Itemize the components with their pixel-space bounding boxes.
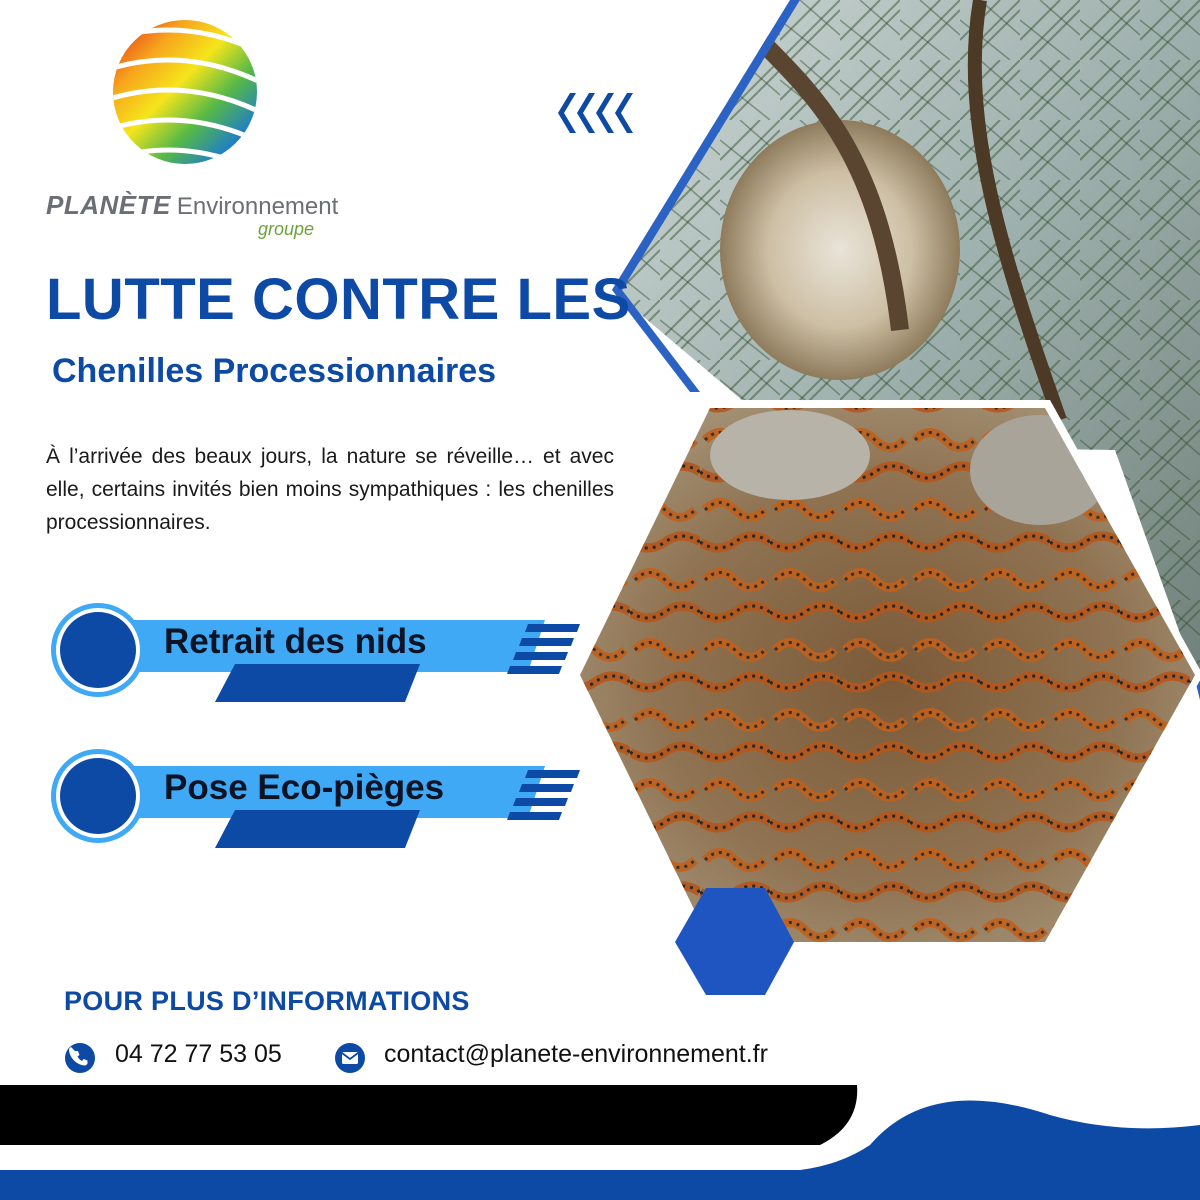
brand-group-label: groupe <box>258 219 315 239</box>
globe-logo-icon <box>100 12 270 182</box>
footer-wave-bands <box>0 1085 1200 1200</box>
email-link[interactable]: contact@planete-environnement.fr <box>384 1040 768 1068</box>
service-label: Pose Eco-pièges <box>164 768 445 807</box>
service-label: Retrait des nids <box>164 622 427 661</box>
service-item-eco-traps <box>50 748 590 858</box>
brand-name-light: Environnement <box>176 193 339 220</box>
brand-name-strong: PLANÈTE <box>46 190 171 220</box>
intro-paragraph: À l’arrivée des beaux jours, la nature se réveille… et avec elle, certains invités bien moins sympathiques : les chenilles processionnaires. <box>46 445 614 534</box>
email-icon <box>334 1042 366 1074</box>
page-subtitle: Chenilles Processionnaires <box>52 352 497 390</box>
phone-icon <box>64 1042 96 1074</box>
phone-number-link[interactable]: 04 72 77 53 05 <box>115 1040 282 1068</box>
chevron-arrows-icon <box>558 93 633 133</box>
page-title: LUTTE CONTRE LES <box>46 267 631 332</box>
brand-name <box>46 190 338 221</box>
contact-heading: POUR PLUS D’INFORMATIONS <box>64 986 470 1016</box>
service-item-nest-removal <box>50 602 590 712</box>
